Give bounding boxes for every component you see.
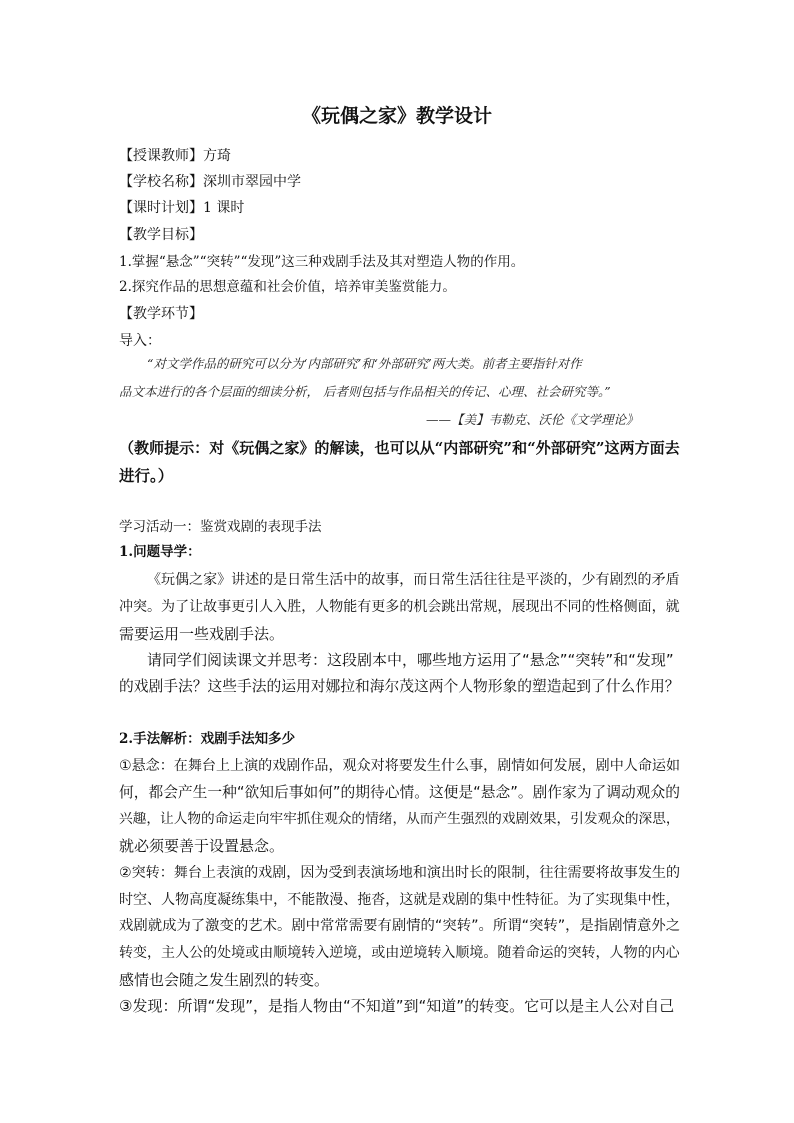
paragraph-line: 就必须要善于设置悬念。 (119, 837, 285, 855)
paragraph-line: 冲突。为了让故事更引人入胜，人物能有更多的机会跳出常规，展现出不同的性格侧面，就 (119, 599, 680, 615)
section-heading: 2.手法解析：戏剧手法知多少 (119, 731, 296, 747)
intro-label: 导入： (119, 333, 161, 349)
paragraph-line: 时空、人物高度凝练集中，不能散漫、拖沓，这就是戏剧的集中性特征。为了实现集中性， (119, 892, 680, 908)
teacher-line: 【授课教师】方琦 (119, 148, 231, 164)
paragraph-line: 需要运用一些戏剧手法。 (119, 625, 285, 643)
paragraph-line: 请同学们阅读课文并思考：这段剧本中，哪些地方运用了“悬念”“突转”和“发现” (147, 651, 674, 669)
paragraph-line: 何，都会产生一种“欲知后事如何”的期待心情。这便是“悬念”。剧作家为了调动观众的 (119, 784, 680, 801)
paragraph-line: 戏剧就成为了激变的艺术。剧中常常需要有剧情的“突转”。所谓“突转”，是指剧情意外之 (119, 918, 681, 934)
teacher-hint: （教师提示：对《玩偶之家》的解读，也可以从“内部研究”和“外部研究”这两方面去 (119, 439, 680, 457)
page-title: 《玩偶之家》教学设计 (301, 105, 492, 127)
quote-line: 品文本进行的各个层面的细读分析， 后者则包括与作品相关的传记、心理、社会研究等。” (119, 384, 611, 399)
paragraph-line: 感情也会随之发生剧烈的转变。 (119, 971, 330, 989)
paragraph-line: 的戏剧手法？这些手法的运用对娜拉和海尔茂这两个人物形象的塑造起到了什么作用？ (119, 678, 680, 695)
goals-heading: 【教学目标】 (119, 227, 203, 243)
paragraph-line: 兴趣，让人物的命运走向牢牢抓住观众的情绪，从而产生强烈的戏剧效果，引发观众的深思， (119, 811, 680, 827)
activity-title: 学习活动一：鉴赏戏剧的表现手法 (119, 519, 322, 535)
quote-attribution: ——【美】韦勒克、沃伦《文学理论》 (426, 412, 639, 427)
paragraph-line: 《玩偶之家》讲述的是日常生活中的故事，而日常生活往往是平淡的，少有剧烈的矛盾 (147, 572, 680, 588)
goal-item: 2.探究作品的思想意蕴和社会价值，培养审美鉴赏能力。 (119, 279, 456, 295)
paragraph-line: ③发现：所谓“发现”，是指人物由“不知道”到“知道”的转变。它可以是主人公对自己 (119, 997, 675, 1015)
paragraph-line: ②突转：舞台上表演的戏剧，因为受到表演场地和演出时长的限制，往往需要将故事发生的 (119, 865, 681, 881)
paragraph-line: 转变，主人公的处境或由顺境转入逆境，或由逆境转入顺境。随着命运的突转，人物的内心 (119, 945, 680, 961)
paragraph-line: ①悬念：在舞台上上演的戏剧作品，观众对将要发生什么事，剧情如何发展，剧中人命运如 (119, 758, 681, 774)
process-heading: 【教学环节】 (119, 306, 203, 322)
section-heading: 1.问题导学： (119, 544, 201, 560)
goal-item: 1.掌握“悬念”“突转”“发现”这三种戏剧手法及其对塑造人物的作用。 (119, 254, 525, 270)
quote-line: “对文学作品的研究可以分为‘内部研究’和‘外部研究’两大类。前者主要指针对作 (147, 356, 582, 371)
teacher-hint-continued: 进行。） (119, 466, 174, 485)
schedule-line: 【课时计划】1 课时 (119, 200, 245, 216)
school-line: 【学校名称】深圳市翠园中学 (119, 174, 301, 190)
